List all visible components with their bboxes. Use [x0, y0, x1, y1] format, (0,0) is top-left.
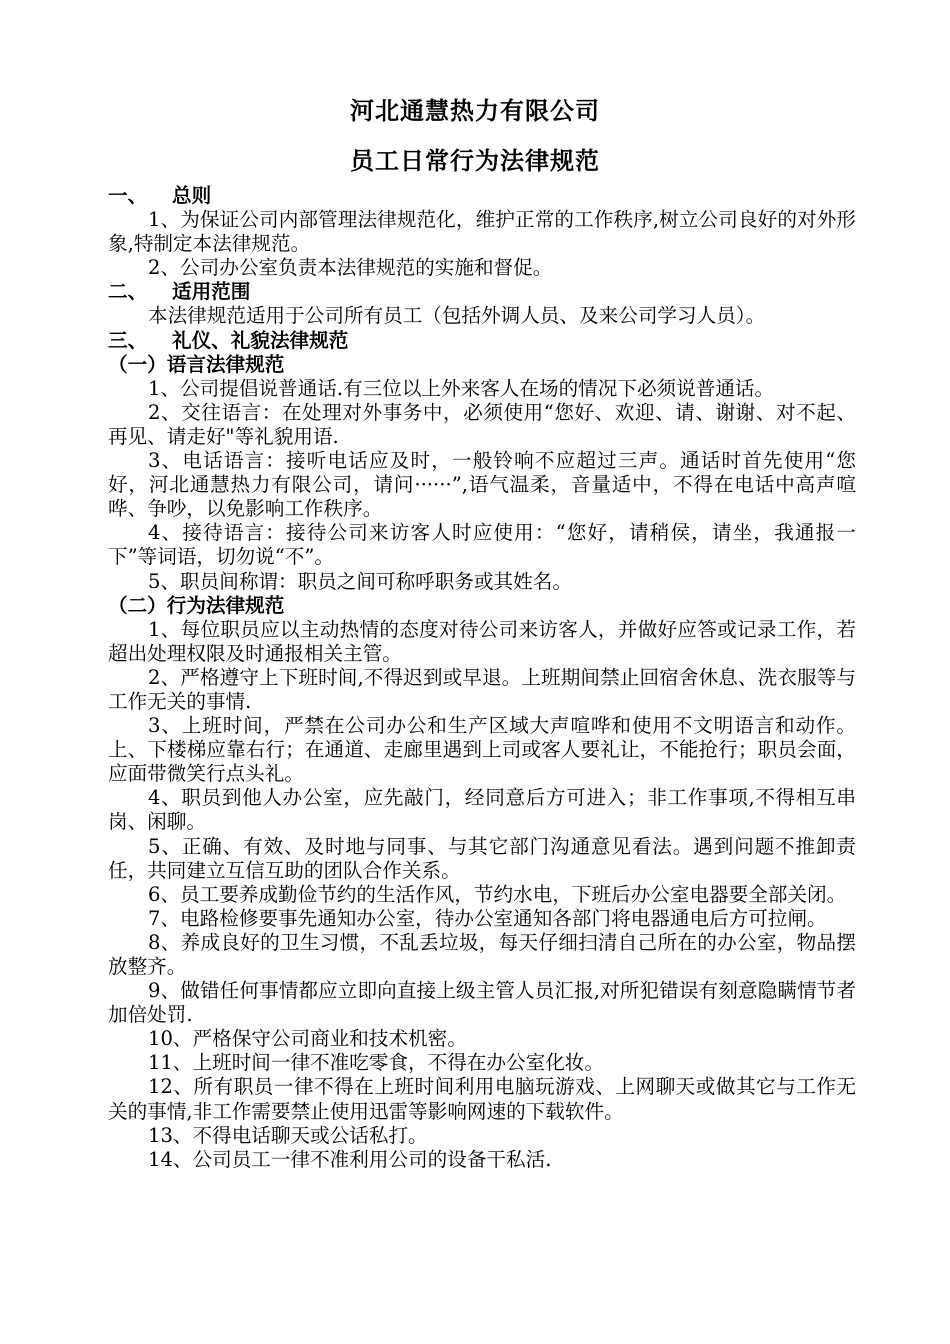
paragraph: 5、正确、有效、及时地与同事、与其它部门沟通意见看法。遇到问题不推卸责任，共同建立互信互助的团队合作关系。 — [108, 834, 856, 882]
document-body — [108, 184, 856, 1172]
paragraph: 本法律规范适用于公司所有员工（包括外调人员、及来公司学习人员）。 — [148, 304, 766, 328]
paragraph: 5、职员间称谓：职员之间可称呼职务或其姓名。 — [148, 569, 572, 593]
section-heading-general — [108, 184, 856, 208]
paragraph: 4、接待语言：接待公司来访客人时应使用：“您好，请稍侯，请坐，我通报一下”等词语，切勿说“不”。 — [108, 521, 856, 569]
paragraph: 10、严格保守公司商业和技术机密。 — [148, 1027, 467, 1051]
section-title: 总则 — [172, 184, 212, 207]
section-number: 一、 — [108, 184, 148, 207]
paragraph: 3、上班时间，严禁在公司办公和生产区域大声喧哗和使用不文明语言和动作。上、下楼梯应靠右行；在通道、走廊里遇到上司或客人要礼让，不能抢行；职员会面，应面带微笑行点头礼。 — [108, 714, 856, 786]
subsection-heading-behavior: （二）行为法律规范 — [108, 593, 285, 617]
paragraph: 2、严格遵守上下班时间,不得迟到或早退。上班期间禁止回宿舍休息、洗衣服等与工作无关的事情. — [108, 665, 856, 713]
paragraph: 1、为保证公司内部管理法律规范化，维护正常的工作秩序,树立公司良好的对外形象,特制定本法律规范。 — [108, 208, 856, 256]
section-number: 二、 — [108, 280, 148, 304]
paragraph: 13、不得电话聊天或公话私打。 — [148, 1123, 428, 1147]
section-title: 礼仪、礼貌法律规范 — [172, 328, 349, 352]
paragraph: 11、上班时间一律不准吃零食，不得在办公室化妆。 — [148, 1051, 604, 1075]
paragraph: 14、公司员工一律不准利用公司的设备干私活. — [148, 1147, 552, 1171]
paragraph: 3、电话语言：接听电话应及时，一般铃响不应超过三声。通话时首先使用“您好，河北通慧热力有限公司，请问······”,语气温柔，音量适中，不得在电话中高声喧哗、争吵，以免影响工作秩序。 — [108, 449, 856, 521]
paragraph: 1、每位职员应以主动热情的态度对待公司来访客人，并做好应答或记录工作，若超出处理权限及时通报相关主管。 — [108, 617, 856, 665]
section-heading-scope — [108, 280, 856, 304]
subsection-heading-language: （一）语言法律规范 — [108, 352, 285, 376]
section-number: 三、 — [108, 328, 148, 352]
paragraph: 12、所有职员一律不得在上班时间利用电脑玩游戏、上网聊天或做其它与工作无关的事情,非工作需要禁止使用迅雷等影响网速的下载软件。 — [108, 1075, 856, 1123]
paragraph: 2、公司办公室负责本法律规范的实施和督促。 — [148, 256, 553, 280]
document-title: 河北通慧热力有限公司 — [350, 96, 600, 125]
paragraph: 7、电路检修要事先通知办公室，待办公室通知各部门将电器通电后方可拉闸。 — [148, 906, 827, 930]
paragraph: 6、员工要养成勤俭节约的生活作风，节约水电，下班后办公室电器要全部关闭。 — [148, 882, 847, 906]
paragraph: 4、职员到他人办公室，应先敲门，经同意后方可进入；非工作事项,不得相互串岗、闲聊。 — [108, 786, 856, 834]
section-title: 适用范围 — [172, 280, 251, 304]
paragraph: 1、公司提倡说普通话.有三位以上外来客人在场的情况下必须说普通话。 — [148, 376, 775, 400]
paragraph: 9、做错任何事情都应立即向直接上级主管人员汇报,对所犯错误有刻意隐瞒情节者加倍处罚. — [108, 979, 856, 1027]
section-heading-etiquette — [108, 329, 856, 353]
document-subtitle: 员工日常行为法律规范 — [350, 146, 600, 175]
paragraph: 8、养成良好的卫生习惯，不乱丢垃圾，每天仔细扫清自己所在的办公室，物品摆放整齐。 — [108, 930, 856, 978]
paragraph: 2、交往语言：在处理对外事务中，必须使用“您好、欢迎、请、谢谢、对不起、再见、请走好"等礼貌用语. — [108, 400, 856, 448]
